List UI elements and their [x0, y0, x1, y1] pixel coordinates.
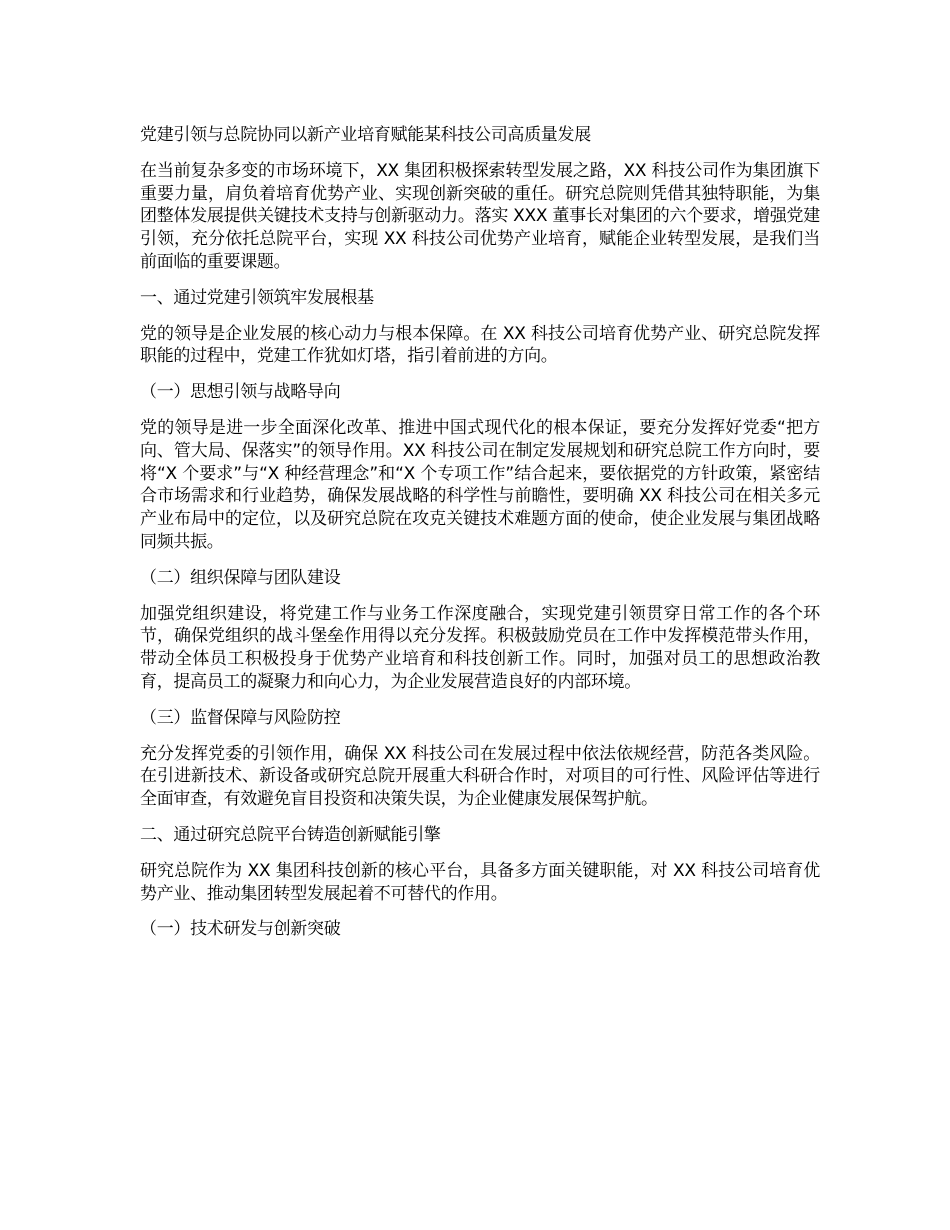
document-page: [140, 124, 820, 954]
subsection-heading-1-1: （一）思想引领与战略导向: [140, 382, 341, 403]
subsection-1-2-paragraph: 加强党组织建设，将党建工作与业务工作深度融合，实现党建引领贯穿日常工作的各个环节，确保党组织的战斗堡垒作用得以充分发挥。积极鼓励党员在工作中发挥模范带头作用，带动全体员工积极投身于优势产业培育和科技创新工作。同时，加强对员工的思想政治教育，提高员工的凝聚力和向心力，为企业发展营造良好的内部环境。: [140, 603, 820, 692]
section-1-paragraph: 党的领导是企业发展的核心动力与根本保障。在 XX 科技公司培育优势产业、研究总院发挥职能的过程中，党建工作犹如灯塔，指引着前进的方向。: [140, 323, 820, 367]
section-heading-1: 一、通过党建引领筑牢发展根基: [140, 287, 374, 308]
subsection-heading-1-2: （二）组织保障与团队建设: [140, 567, 341, 588]
subsection-heading-2-1: （一）技术研发与创新突破: [140, 919, 341, 940]
section-heading-2: 二、通过研究总院平台铸造创新赋能引擎: [140, 824, 441, 845]
subsection-1-1-paragraph: 党的领导是进一步全面深化改革、推进中国式现代化的根本保证，要充分发挥好党委“把方向、管大局、保落实”的领导作用。XX 科技公司在制定发展规划和研究总院工作方向时，要将“X 个要求”与“X 种经营理念”和“X 个专项工作”结合起来，要依据党的方针政策，紧密结合市场需求和行业趋势，确保发展战略的科学性与前瞻性，要明确 XX 科技公司在相关多元产业布局中的定位，以及研究总院在攻克关键技术难题方面的使命，使企业发展与集团战略同频共振。: [140, 417, 820, 552]
intro-paragraph: 在当前复杂多变的市场环境下，XX 集团积极探索转型发展之路，XX 科技公司作为集团旗下重要力量，肩负着培育优势产业、实现创新突破的重任。研究总院则凭借其独特职能，为集团整体发展提供关键技术支持与创新驱动力。落实 XXX 董事长对集团的六个要求，增强党建引领，充分依托总院平台，实现 XX 科技公司优势产业培育，赋能企业转型发展，是我们当前面临的重要课题。: [140, 160, 820, 272]
document-title: 党建引领与总院协同以新产业培育赋能某科技公司高质量发展: [140, 125, 591, 145]
section-2-paragraph: 研究总院作为 XX 集团科技创新的核心平台，具备多方面关键职能，对 XX 科技公司培育优势产业、推动集团转型发展起着不可替代的作用。: [140, 860, 820, 904]
subsection-1-3-paragraph: 充分发挥党委的引领作用，确保 XX 科技公司在发展过程中依法依规经营，防范各类风险。在引进新技术、新设备或研究总院开展重大科研合作时，对项目的可行性、风险评估等进行全面审查，有效避免盲目投资和决策失误，为企业健康发展保驾护航。: [140, 743, 820, 810]
subsection-heading-1-3: （三）监督保障与风险防控: [140, 707, 341, 728]
